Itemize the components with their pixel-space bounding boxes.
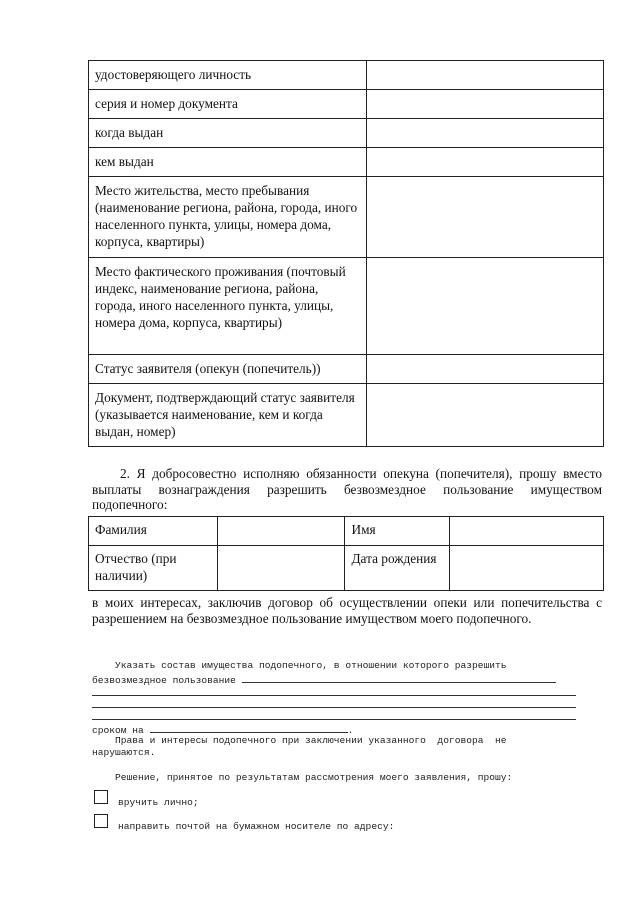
table-row [89,355,604,384]
table-row [89,61,604,90]
surname-label: Фамилия [89,517,218,546]
by-mail-label: направить почтой на бумажном носителе по адресу: [118,821,395,832]
birthdate-label: Дата рождения [345,546,450,591]
value-cell[interactable] [366,119,603,148]
table-row [89,177,604,258]
property-field-line[interactable] [92,707,576,708]
row-label: удостоверяющего личность [89,61,367,90]
table-row [89,517,604,546]
value-cell[interactable] [366,258,603,355]
term-field[interactable] [150,723,348,733]
term-end: . [347,725,354,736]
value-cell[interactable] [366,177,603,258]
request-paragraph: 2. Я добросовестно исполняю обязанности опекуна (попечителя), прошу вместо выплаты вознаграждения разрешить безвозмездное пользование имуществом подопечного: [92,466,602,512]
birthdate-cell[interactable] [450,546,604,591]
in-person-label: вручить лично; [118,797,199,808]
value-cell[interactable] [366,355,603,384]
table-row [89,258,604,355]
table-row [89,119,604,148]
agreement-paragraph: в моих интересах, заключив договор об осуществлении опеки или попечительства с разрешением на безвозмездное пользование имуществом моего подопечного. [92,595,602,626]
name-cell[interactable] [450,517,604,546]
term-label: сроком на [92,725,144,736]
decision-text: Решение, принятое по результатам рассмотрения моего заявления, прошу: [92,772,513,783]
by-mail-checkbox[interactable] [94,814,108,828]
ward-table [88,516,604,591]
patronymic-cell[interactable] [218,546,345,591]
property-instruction: Указать состав имущества подопечного, в отношении которого разрешить [92,660,507,671]
property-field-line[interactable] [92,695,576,696]
row-label: кем выдан [89,148,367,177]
row-label: когда выдан [89,119,367,148]
row-label: Место жительства, место пребывания (наименование региона, района, города, иного населенного пункта, улицы, номера дома, корпуса, квартиры) [89,177,367,258]
property-line-2 [92,673,592,687]
row-label: серия и номер документа [89,90,367,119]
value-cell[interactable] [366,148,603,177]
property-label: безвозмездное пользование [92,675,236,686]
property-field[interactable] [242,673,556,683]
name-label: Имя [345,517,450,546]
property-field-line[interactable] [92,719,576,720]
applicant-details-table [88,60,604,447]
table-row [89,148,604,177]
rights-text-line-1: Права и интересы подопечного при заключении указанного договора не [92,735,507,746]
table-row [89,384,604,447]
value-cell[interactable] [366,384,603,447]
table-row [89,546,604,591]
value-cell[interactable] [366,90,603,119]
table-row [89,90,604,119]
in-person-checkbox[interactable] [94,790,108,804]
row-label: Статус заявителя (опекун (попечитель)) [89,355,367,384]
row-label: Документ, подтверждающий статус заявителя (указывается наименование, кем и когда выдан, номер) [89,384,367,447]
rights-text-line-2: нарушаются. [92,747,156,758]
surname-cell[interactable] [218,517,345,546]
patronymic-label: Отчество (при наличии) [89,546,218,591]
row-label: Место фактического проживания (почтовый индекс, наименование региона, района, города, иного населенного пункта, улицы, номера дома, корпуса, квартиры) [89,258,367,355]
value-cell[interactable] [366,61,603,90]
